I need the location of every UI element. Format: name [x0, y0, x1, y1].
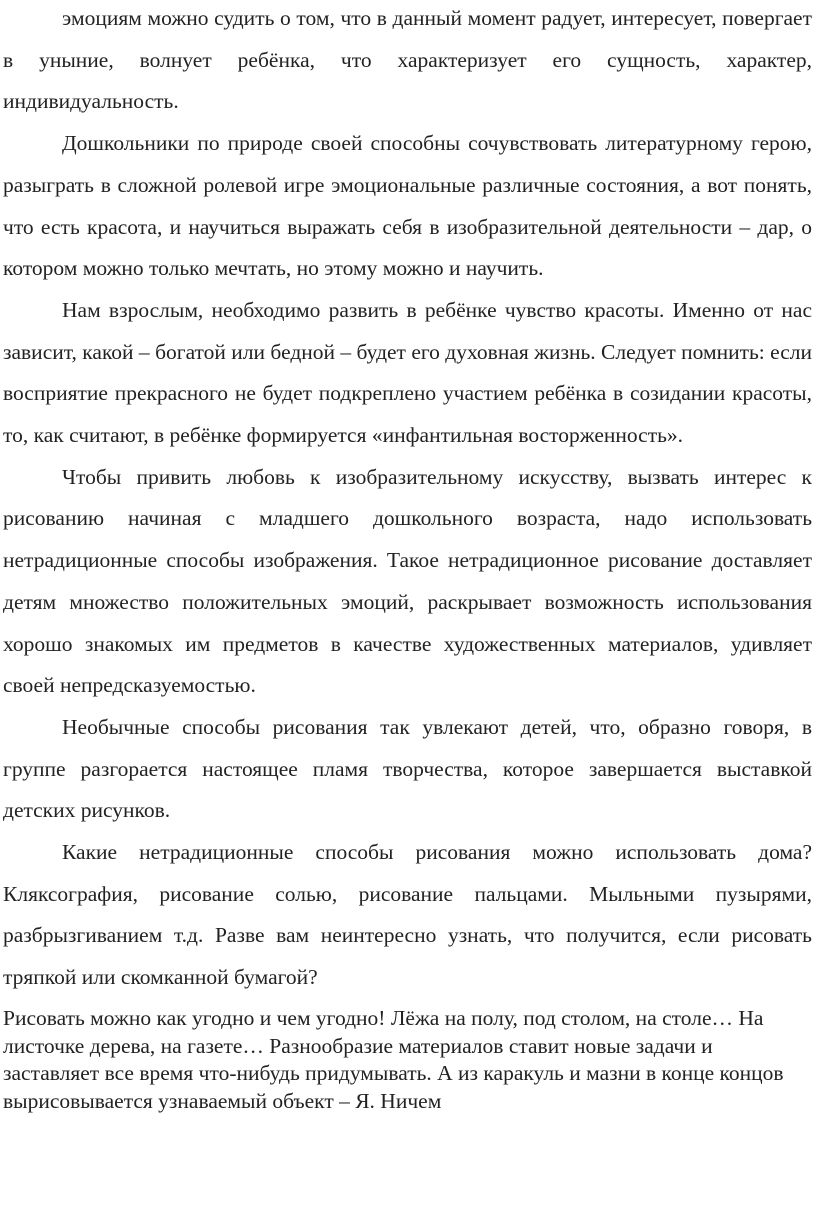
- paragraph-unusual-methods: Необычные способы рисования так увлекают детей, что, образно говоря, в группе разгорается настоящее пламя творчества, которое завершается выставкой детских рисунков.: [3, 714, 812, 823]
- paragraph-preschoolers: Дошкольники по природе своей способны сочувствовать литературному герою, разыграть в сложной ролевой игре эмоциональные различные состояния, а вот понять, что есть красота, и научиться выражать себя в изобразительной деятельности – дар, о котором можно только мечтать, но этому можно и научить.: [3, 131, 812, 281]
- paragraph-love-of-art: Чтобы привить любовь к изобразительному искусству, вызвать интерес к рисованию начиная с младшего дошкольного возраста, надо использовать нетрадиционные способы изображения. Такое нетрадиционное рисование доставляет детям множество положительных эмоций, раскрывает возможность использования хорошо знакомых им предметов в качестве художественных материалов, удивляет своей непредсказуемостью.: [3, 464, 812, 698]
- paragraph-draw-anything: Рисовать можно как угодно и чем угодно! Лёжа на полу, под столом, на столе… На листочке дерева, на газете… Разнообразие материалов ставит новые задачи и заставляет все время что-нибудь придумывать. А из каракуль и мазни в конце концов вырисовывается узнаваемый объект – Я. Ничем: [3, 1005, 784, 1114]
- paragraph-adults: Нам взрослым, необходимо развить в ребёнке чувство красоты. Именно от нас зависит, какой – богатой или бедной – будет его духовная жизнь. Следует помнить: если восприятие прекрасного не будет подкреплено участием ребёнка в созидании красоты, то, как считают, в ребёнке формируется «инфантильная восторженность».: [3, 297, 812, 448]
- paragraph-emotions-continuation: эмоциям можно судить о том, что в данный момент радует, интересует, повергает в уныние, волнует ребёнка, что характеризует его сущность, характер, индивидуальность.: [3, 6, 812, 114]
- paragraph-home-methods: Какие нетрадиционные способы рисования можно использовать дома? Кляксография, рисование солью, рисование пальцами. Мыльными пузырями, разбрызгиванием т.д. Разве вам неинтересно узнать, что получится, если рисовать тряпкой или скомканной бумагой?: [3, 840, 812, 990]
